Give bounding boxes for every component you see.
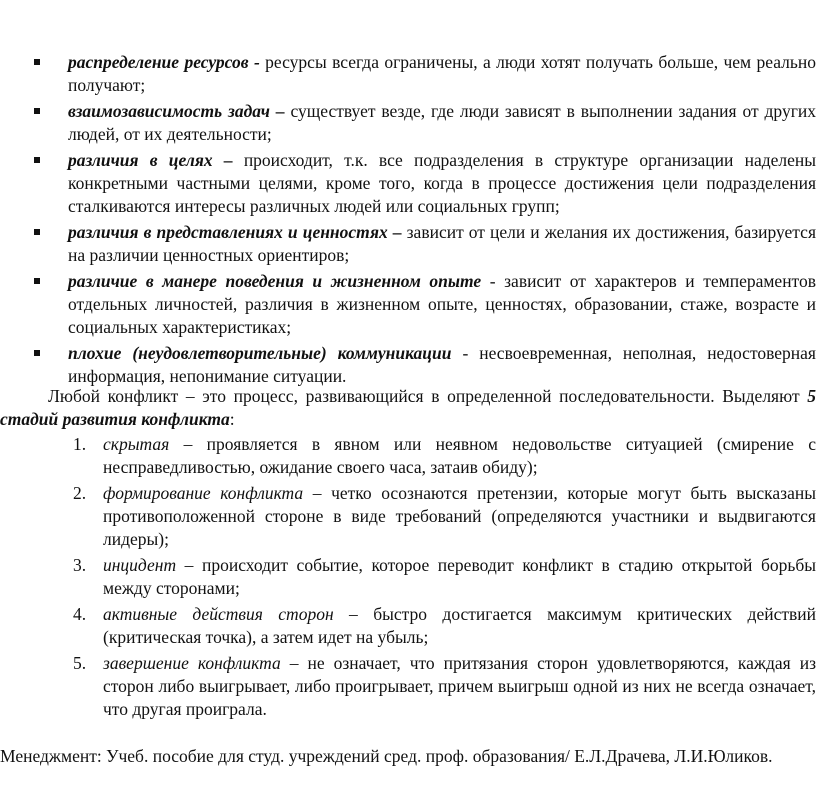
- square-bullet-icon: [34, 229, 40, 235]
- conflict-stages-list: [73, 433, 816, 724]
- bullet-term: распределение ресурсов -: [68, 52, 260, 72]
- bullet-term: различия в представлениях и ценностях –: [68, 222, 402, 242]
- stage-term: скрытая: [103, 434, 170, 454]
- bullet-text: ресурсы всегда ограничены, а люди хотят получать больше, чем реально получают;: [68, 52, 816, 95]
- intro-term: 5 стадий развития конфликта: [0, 386, 816, 429]
- list-item: [73, 554, 816, 600]
- stage-term: инцидент: [103, 555, 177, 575]
- stage-number: 2.: [73, 483, 87, 503]
- square-bullet-icon: [34, 350, 40, 356]
- bullet-term: плохие (неудовлетворительные) коммуникации: [68, 343, 452, 363]
- list-item: [73, 433, 816, 479]
- bullet-term: различие в манере поведения и жизненном опыте: [68, 271, 482, 291]
- stage-text: – проявляется в явном или неявном недовольстве ситуацией (смирение с несправедливостью, ожидание своего часа, затаив обиду);: [103, 434, 816, 477]
- stage-text: – происходит событие, которое переводит конфликт в стадию открытой борьбы между сторонами;: [103, 555, 816, 598]
- list-item: [73, 603, 816, 649]
- square-bullet-icon: [34, 59, 40, 65]
- list-item: [68, 342, 816, 388]
- conflict-causes-list: [68, 51, 816, 391]
- square-bullet-icon: [34, 278, 40, 284]
- stage-term: завершение конфликта: [103, 653, 281, 673]
- intro-lead: Любой конфликт – это процесс, развивающийся в определенной последовательности. Выделяют: [48, 386, 808, 406]
- stage-number: 3.: [73, 555, 87, 575]
- stage-text: – не означает, что притязания сторон удовлетворяются, каждая из сторон либо выигрывает, либо проигрывает, причем выигрыш одной из них не всегда означает, что другая проиграла.: [103, 653, 816, 719]
- list-item: [68, 270, 816, 339]
- stage-number: 1.: [73, 434, 87, 454]
- list-item: [68, 100, 816, 146]
- square-bullet-icon: [34, 157, 40, 163]
- bullet-text: происходит, т.к. все подразделения в структуре организации наделены конкретными частными целями, кроме того, когда в процессе достижения цели подразделения сталкиваются интересы различных людей или социальных групп;: [68, 150, 816, 216]
- bullet-text: зависит от цели и желания их достижения, базируется на различии ценностных ориентиров;: [68, 222, 816, 265]
- bullet-term: различия в целях –: [68, 150, 233, 170]
- stage-term: формирование конфликта: [103, 483, 304, 503]
- list-item: [68, 221, 816, 267]
- bullet-term: взаимозависимость задач –: [68, 101, 285, 121]
- bullet-text: - несвоевременная, неполная, недостоверная информация, непонимание ситуации.: [68, 343, 816, 386]
- stage-number: 5.: [73, 653, 87, 673]
- stage-text: – четко осознаются претензии, которые могут быть высказаны противоположенной стороне в виде требований (определяются участники и выдвигаются лидеры);: [103, 483, 816, 549]
- list-item: [68, 51, 816, 97]
- intro-tail: :: [229, 409, 235, 429]
- list-item: [73, 652, 816, 721]
- stage-term: активные действия сторон: [103, 604, 334, 624]
- list-item: [73, 482, 816, 551]
- list-item: [68, 149, 816, 218]
- intro-paragraph: [0, 385, 816, 431]
- stage-text: – быстро достигается максимум критических действий (критическая точка), а затем идет на убыль;: [103, 604, 816, 647]
- stage-number: 4.: [73, 604, 87, 624]
- square-bullet-icon: [34, 108, 40, 114]
- bullet-text: - зависит от характеров и темпераментов отдельных личностей, различия в жизненном опыте, ценностях, образовании, стаже, возрасте и социальных характеристиках;: [68, 271, 816, 337]
- source-citation: Менеджмент: Учеб. пособие для студ. учреждений сред. проф. образования/ Е.Л.Драчева, Л.И.Юликов.: [0, 746, 773, 766]
- bullet-text: существует везде, где люди зависят в выполнении задания от других людей, от их деятельности;: [68, 101, 816, 144]
